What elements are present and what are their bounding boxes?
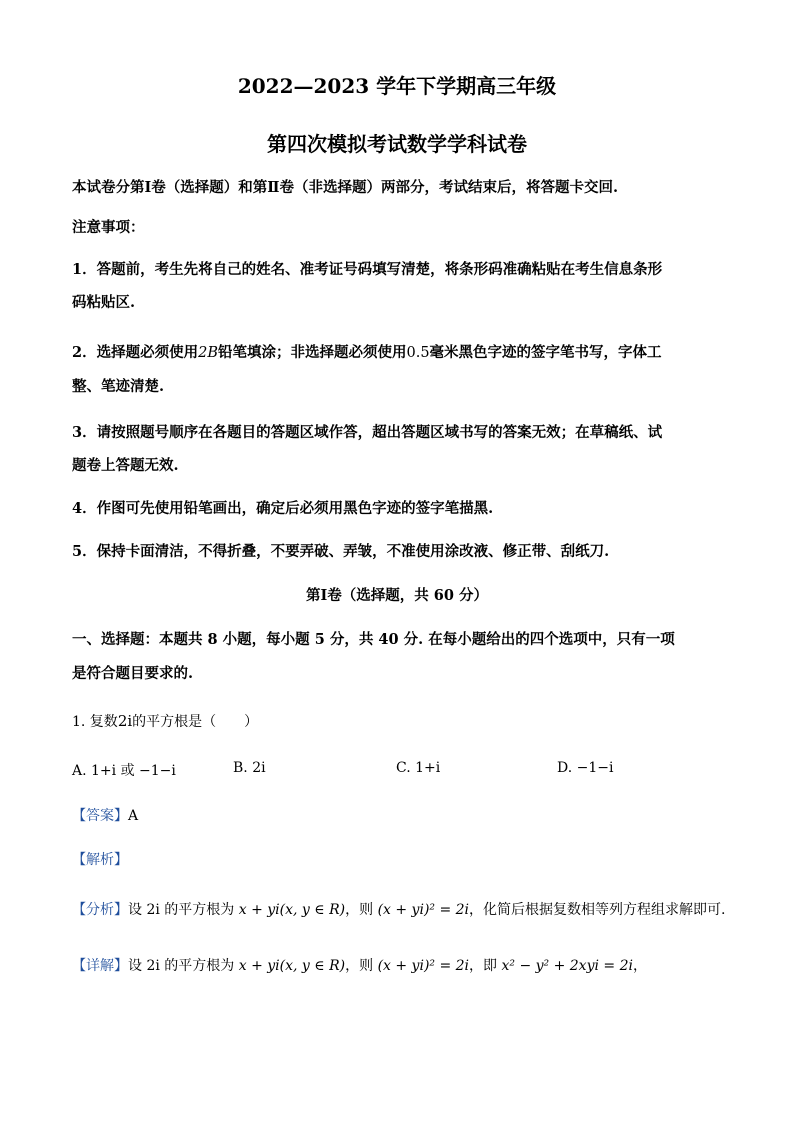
answer-tag: 【答案】: [72, 808, 128, 824]
note-2-text-c: 毫米黑色字迹的签字笔书写，字体工: [429, 344, 662, 361]
section-1-desc-line2: 是符合题目要求的.: [72, 665, 194, 682]
question-1-option-a: A. 1+i 或 −1−i: [72, 763, 176, 779]
question-1-option-b: B. 2i: [233, 760, 266, 776]
xiangjie-math-2: (x + yi)² = 2i: [377, 958, 470, 974]
question-1-option-d: D. −1−i: [557, 760, 614, 776]
note-3-line1: 3．请按照题号顺序在各题目的答题区域作答，超出答题区域书写的答案无效；在草稿纸、试: [72, 424, 663, 441]
page-title-line1: 2022—2023 学年下学期高三年级: [237, 74, 557, 98]
answer-row: [72, 805, 138, 825]
fenxi-math-2: (x + yi)² = 2i: [377, 902, 470, 918]
note-2-text-b: 铅笔填涂；非选择题必须使用: [217, 344, 407, 361]
note-2-line1: [72, 341, 662, 362]
xiangjie-tag: 【详解】: [72, 958, 128, 974]
xiangjie-text-a: 设 2i 的平方根为: [128, 958, 239, 974]
fenxi-row: [72, 899, 725, 919]
analysis-tag: 【解析】: [72, 852, 128, 868]
note-4: 4．作图可先使用铅笔画出，确定后必须用黑色字迹的签字笔描黑.: [72, 500, 494, 517]
section-1-title: 第Ⅰ卷（选择题，共 60 分）: [305, 587, 489, 604]
note-5: 5．保持卡面清洁，不得折叠，不要弄破、弄皱，不准使用涂改液、修正带、刮纸刀.: [72, 543, 610, 560]
xiangjie-text-c: ，即: [469, 958, 502, 974]
note-1-line2: 码粘贴区.: [72, 294, 136, 311]
fenxi-text-c: ，化简后根据复数相等列方程组求解即可.: [469, 902, 726, 918]
question-1-option-c: C. 1+i: [396, 760, 441, 776]
section-1-desc-line1: 一、选择题：本题共 8 小题，每小题 5 分，共 40 分. 在每小题给出的四个选项中，只有一项: [72, 631, 675, 648]
note-2-math-05: 0.5: [406, 345, 430, 361]
notes-heading: 注意事项：: [72, 219, 145, 236]
question-1-stem-math: 2i: [117, 712, 133, 730]
fenxi-text-a: 设 2i 的平方根为: [128, 902, 239, 918]
note-2-math-2b: 2B: [198, 345, 218, 361]
note-2-line2: 整、笔迹清楚.: [72, 378, 165, 395]
question-1-stem: [72, 711, 258, 731]
xiangjie-math-3: x² − y² + 2xyi = 2i: [501, 958, 633, 974]
xiangjie-math-1: x + yi(x, y ∈ R): [238, 958, 346, 974]
xiangjie-row: [72, 955, 647, 975]
fenxi-tag: 【分析】: [72, 902, 128, 918]
note-2-text-a: 2．选择题必须使用: [72, 344, 199, 361]
xiangjie-text-d: ，: [632, 958, 647, 974]
fenxi-text-b: ，则: [345, 902, 378, 918]
intro-text: 本试卷分第Ⅰ卷（选择题）和第Ⅱ卷（非选择题）两部分，考试结束后，将答题卡交回.: [72, 179, 619, 196]
note-3-line2: 题卷上答题无效.: [72, 457, 179, 474]
note-1-line1: 1．答题前，考生先将自己的姓名、准考证号码填写清楚，将条形码准确粘贴在考生信息条形: [72, 261, 663, 278]
question-1-stem-b: 的平方根是（ ）: [132, 714, 259, 730]
xiangjie-text-b: ，则: [345, 958, 378, 974]
fenxi-math-1: x + yi(x, y ∈ R): [238, 902, 346, 918]
answer-value: A: [128, 808, 139, 824]
question-1-stem-a: 1. 复数: [72, 714, 118, 730]
analysis-row: [72, 849, 128, 869]
page-title-line2: 第四次模拟考试数学学科试卷: [267, 132, 527, 156]
